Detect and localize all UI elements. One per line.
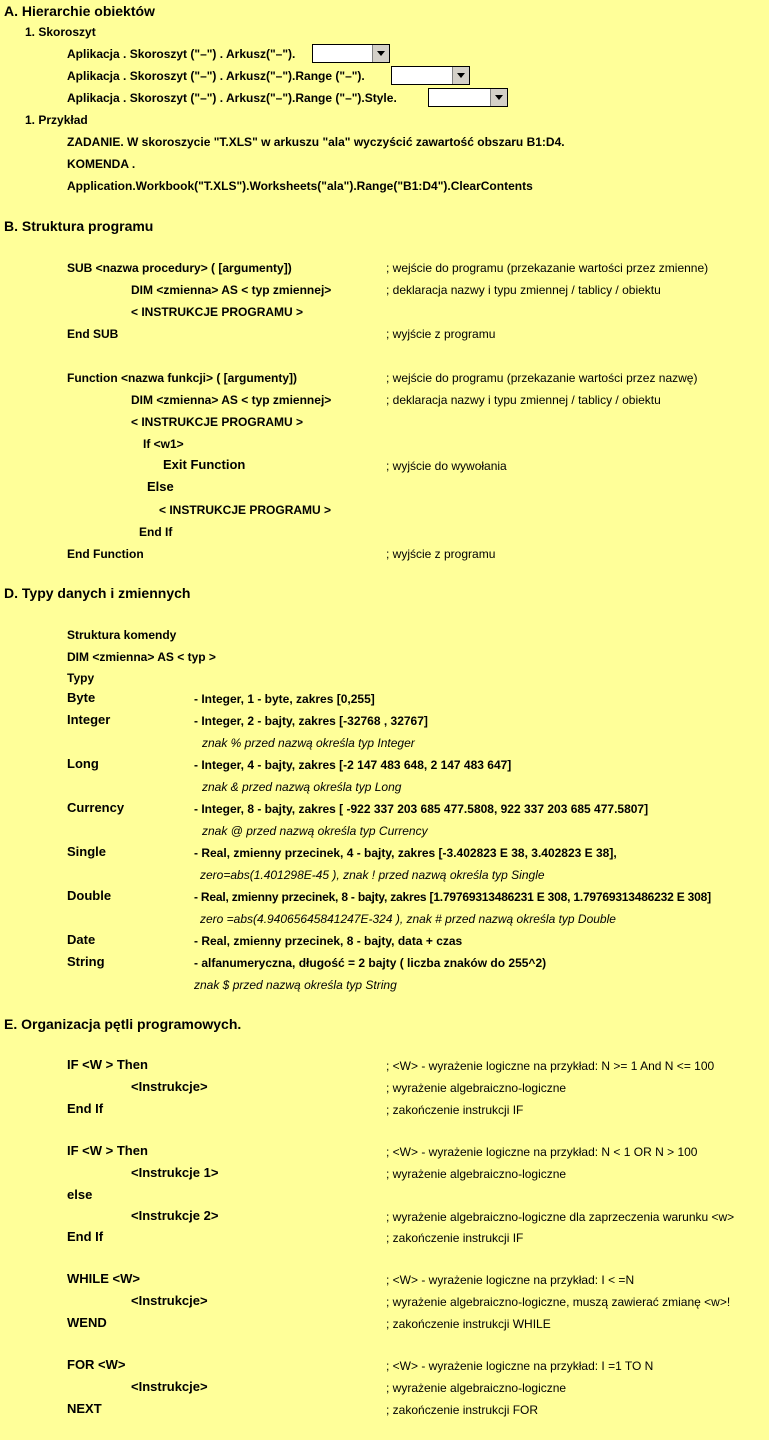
type-note: znak % przed nazwą określa typ Integer xyxy=(202,736,415,750)
instrukcje-comment: ; wyrażenie algebraiczno-logiczne xyxy=(386,1167,567,1181)
end-if-line: End If xyxy=(67,1229,104,1244)
type-desc: - Integer, 8 - bajty, zakres [ -922 337 203 685 477.5808, 922 337 203 685 477.5807] xyxy=(194,802,649,816)
type-name: Long xyxy=(67,756,99,771)
arkusz-dropdown[interactable] xyxy=(312,44,390,63)
type-name: String xyxy=(67,954,105,969)
dim-type-line: DIM <zmienna> AS < typ > xyxy=(67,650,216,664)
end-if-line: End If xyxy=(139,525,173,539)
type-note: znak @ przed nazwą określa typ Currency xyxy=(202,824,428,838)
type-desc: - alfanumeryczna, długość = 2 bajty ( liczba znaków do 255^2) xyxy=(194,956,547,970)
type-note: zero =abs(4.94065645841247E-324 ), znak # przed nazwą określa typ Double xyxy=(200,912,616,926)
section-d-title: D. Typy danych i zmiennych xyxy=(4,585,191,601)
chevron-down-icon[interactable] xyxy=(372,45,389,62)
type-name: Currency xyxy=(67,800,125,815)
hierarchy-line-1: Aplikacja . Skoroszyt ("–") . Arkusz("–"). xyxy=(67,47,296,61)
instrukcje-comment: ; wyrażenie algebraiczno-logiczne, muszą zawierać zmianę <w>! xyxy=(386,1295,731,1309)
type-desc: - Integer, 4 - bajty, zakres [-2 147 483 648, 2 147 483 647] xyxy=(194,758,512,772)
next-comment: ; zakończenie instrukcji FOR xyxy=(386,1403,539,1417)
instrukcje-line: <Instrukcje> xyxy=(131,1079,208,1094)
instrukcje-comment: ; wyrażenie algebraiczno-logiczne xyxy=(386,1381,567,1395)
type-note: znak & przed nazwą określa typ Long xyxy=(202,780,402,794)
instrukcje-line: <Instrukcje 2> xyxy=(131,1208,219,1223)
wend-comment: ; zakończenie instrukcji WHILE xyxy=(386,1317,551,1331)
for-line: FOR <W> xyxy=(67,1357,126,1372)
end-function-line: End Function xyxy=(67,547,144,561)
hierarchy-line-2: Aplikacja . Skoroszyt ("–") . Arkusz("–").Range ("–"). xyxy=(67,69,365,83)
zadanie-text: ZADANIE. W skoroszycie "T.XLS" w arkuszu "ala" wyczyścić zawartość obszaru B1:D4. xyxy=(67,135,565,149)
type-desc: - Integer, 2 - bajty, zakres [-32768 , 32767] xyxy=(194,714,428,728)
function-comment: ; wejście do programu (przekazanie wartości przez nazwę) xyxy=(386,371,698,385)
while-comment: ; <W> - wyrażenie logiczne na przykład: I < =N xyxy=(386,1273,635,1287)
dim-comment-2: ; deklaracja nazwy i typu zmiennej / tablicy / obiektu xyxy=(386,393,661,407)
if-w1-line: If <w1> xyxy=(143,437,184,451)
type-name: Byte xyxy=(67,690,96,705)
type-note: zero=abs(1.401298E-45 ), znak ! przed nazwą określa typ Single xyxy=(200,868,545,882)
function-line: Function <nazwa funkcji> ( [argumenty]) xyxy=(67,371,298,385)
hierarchy-line-3: Aplikacja . Skoroszyt ("–") . Arkusz("–").Range ("–").Style. xyxy=(67,91,397,105)
struktura-komendy-label: Struktura komendy xyxy=(67,628,177,642)
while-line: WHILE <W> xyxy=(67,1271,140,1286)
instrukcje-comment: ; wyrażenie algebraiczno-logiczne dla zaprzeczenia warunku <w> xyxy=(386,1210,735,1224)
sub-comment: ; wejście do programu (przekazanie wartości przez zmienne) xyxy=(386,261,709,275)
end-if-line: End If xyxy=(67,1101,104,1116)
instrukcje-line: <Instrukcje 1> xyxy=(131,1165,219,1180)
if-then-comment: ; <W> - wyrażenie logiczne na przykład: N >= 1 And N <= 100 xyxy=(386,1059,715,1073)
if-then-comment: ; <W> - wyrażenie logiczne na przykład: N < 1 OR N > 100 xyxy=(386,1145,698,1159)
type-name: Double xyxy=(67,888,112,903)
dim-comment-1: ; deklaracja nazwy i typu zmiennej / tablicy / obiektu xyxy=(386,283,661,297)
instrukcje-line: <Instrukcje> xyxy=(131,1379,208,1394)
dim-line-1: DIM <zmienna> AS < typ zmiennej> xyxy=(131,283,332,297)
end-if-comment: ; zakończenie instrukcji IF xyxy=(386,1231,524,1245)
type-note: znak $ przed nazwą określa typ String xyxy=(194,978,397,992)
chevron-down-icon[interactable] xyxy=(490,89,507,106)
instrukcje-line-2: < INSTRUKCJE PROGRAMU > xyxy=(131,415,304,429)
section-a-title: A. Hierarchie obiektów xyxy=(4,3,155,19)
exit-function-comment: ; wyjście do wywołania xyxy=(386,459,507,473)
przyklad-heading: 1. Przykład xyxy=(25,113,88,127)
end-function-comment: ; wyjście z programu xyxy=(386,547,496,561)
sub-line: SUB <nazwa procedury> ( [argumenty]) xyxy=(67,261,292,275)
range-dropdown[interactable] xyxy=(391,66,470,85)
exit-function-line: Exit Function xyxy=(163,457,246,472)
wend-line: WEND xyxy=(67,1315,107,1330)
instrukcje-line-3: < INSTRUKCJE PROGRAMU > xyxy=(159,503,332,517)
else-line: else xyxy=(67,1187,93,1202)
instrukcje-line-1: < INSTRUKCJE PROGRAMU > xyxy=(131,305,304,319)
type-desc: - Real, zmienny przecinek, 8 - bajty, data + czas xyxy=(194,934,463,948)
type-desc: - Real, zmienny przecinek, 8 - bajty, zakres [1.79769313486231 E 308, 1.79769313486232 E 308] xyxy=(194,890,711,904)
else-line: Else xyxy=(147,479,174,494)
next-line: NEXT xyxy=(67,1401,102,1416)
instrukcje-comment: ; wyrażenie algebraiczno-logiczne xyxy=(386,1081,567,1095)
type-desc: - Real, zmienny przecinek, 4 - bajty, zakres [-3.402823 E 38, 3.402823 E 38], xyxy=(194,846,617,860)
type-desc: - Integer, 1 - byte, zakres [0,255] xyxy=(194,692,375,706)
end-sub-line: End SUB xyxy=(67,327,119,341)
komenda-text: KOMENDA . xyxy=(67,157,136,171)
if-then-line: IF <W > Then xyxy=(67,1057,148,1072)
end-if-comment: ; zakończenie instrukcji IF xyxy=(386,1103,524,1117)
instrukcje-line: <Instrukcje> xyxy=(131,1293,208,1308)
section-b-title: B. Struktura programu xyxy=(4,218,154,234)
style-dropdown[interactable] xyxy=(428,88,508,107)
if-then-line: IF <W > Then xyxy=(67,1143,148,1158)
type-name: Date xyxy=(67,932,96,947)
chevron-down-icon[interactable] xyxy=(452,67,469,84)
section-e-title: E. Organizacja pętli programowych. xyxy=(4,1016,242,1032)
type-name: Integer xyxy=(67,712,111,727)
end-sub-comment: ; wyjście z programu xyxy=(386,327,496,341)
skoroszyt-heading: 1. Skoroszyt xyxy=(25,25,96,39)
type-name: Single xyxy=(67,844,107,859)
dim-line-2: DIM <zmienna> AS < typ zmiennej> xyxy=(131,393,332,407)
typy-label: Typy xyxy=(67,671,95,685)
application-command: Application.Workbook("T.XLS").Worksheets("ala").Range("B1:D4").ClearContents xyxy=(67,179,533,193)
for-comment: ; <W> - wyrażenie logiczne na przykład: I =1 TO N xyxy=(386,1359,654,1373)
